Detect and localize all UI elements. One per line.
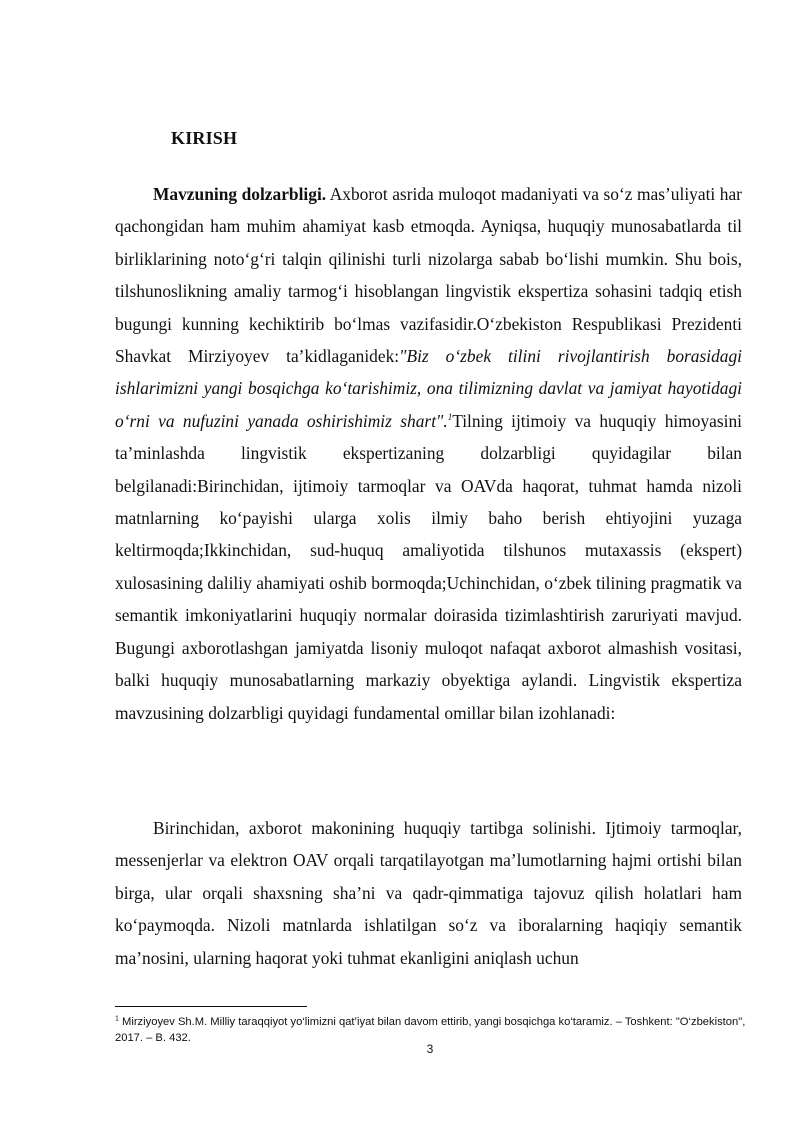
footnote-reference[interactable]: 1	[447, 412, 453, 423]
paragraph-text-b: Tilning ijtimoiy va huquqiy himoyasini ta’minlashda lingvistik ekspertizaning dolzarbligi quyidagilar bilan belgilanadi:Birinchidan, ijtimoiy tarmoqlar va OAVda haqorat, tuhmat hamda nizoli matnlarning ko‘payishi ularga xolis ilmiy baho berish ehtiyojini yuzaga keltirmoqda;Ikkinchidan, sud-huquq amaliyotida tilshunos mutaxassis (ekspert) xulosasining daliliy ahamiyati oshib bormoqda;Uchinchidan, o‘zbek tilining pragmatik va semantik imkoniyatlarini huquqiy normalar doirasida tizimlashtirish zaruriyati mavjud. Bugungi axborotlashgan jamiyatda lisoniy muloqot nafaqat axborot almashish vositasi, balki huquqiy munosabatlarning markaziy obyektiga aylandi. Lingvistik ekspertiza mavzusining dolzarbligi quyidagi fundamental omillar bilan izohlanadi:	[115, 410, 742, 723]
paragraph-lead: Mavzuning dolzarbligi.	[153, 184, 327, 204]
footnote-separator	[115, 1006, 307, 1007]
page-number: 3	[426, 1042, 434, 1056]
footnote-text: Mirziyoyev Sh.M. Milliy taraqqiyot yo‘limizni qat’iyat bilan davom ettirib, yangi bosqichga ko‘taramiz. – Toshkent: "O‘zbekiston", 2017. – B. 432.	[115, 1016, 746, 1044]
paragraph-first-factor: Birinchidan, axborot makonining huquqiy tartibga solinishi. Ijtimoiy tarmoqlar, messenjerlar va elektron OAV orqali tarqatilayotgan ma’lumotlarning hajmi ortishi bilan birga, ular orqali shaxsning sha’ni va qadr-qimmatiga tajovuz qilish holatlari ham ko‘paymoqda. Nizoli matnlarda ishlatilgan so‘z va iboralarning haqiqiy semantik ma’nosini, ularning haqorat yoki tuhmat ekanligini aniqlash uchun	[115, 818, 742, 968]
paragraph-text-a: Axborot asrida muloqot madaniyati va so‘z mas’uliyati har qachongidan ham muhim ahamiyat kasb etmoqda. Ayniqsa, huquqiy munosabatlarda til birliklarining noto‘g‘ri talqin qilinishi turli nizolarga sabab bo‘lishi mumkin. Shu bois, tilshunoslikning amaliy tarmog‘i hisoblangan lingvistik ekspertiza sohasini tadqiq etish bugungi kunning kechiktirib bo‘lmas vazifasidir.O‘zbekiston Respublikasi Prezidenti Shavkat Mirziyoyev ta’kidlaganidek:	[115, 184, 742, 367]
president-quote: "Biz o‘zbek tilini rivojlantirish borasidagi ishlarimizni yangi bosqichga ko‘tarishimiz, ona tilimizning davlat va jamiyat hayotidagi o‘rni va nufuzini yanada oshirishimiz shart".	[115, 346, 743, 431]
paragraph-relevance	[115, 178, 742, 729]
section-heading: KIRISH	[171, 128, 238, 148]
footnote-number: 1	[115, 1015, 119, 1023]
